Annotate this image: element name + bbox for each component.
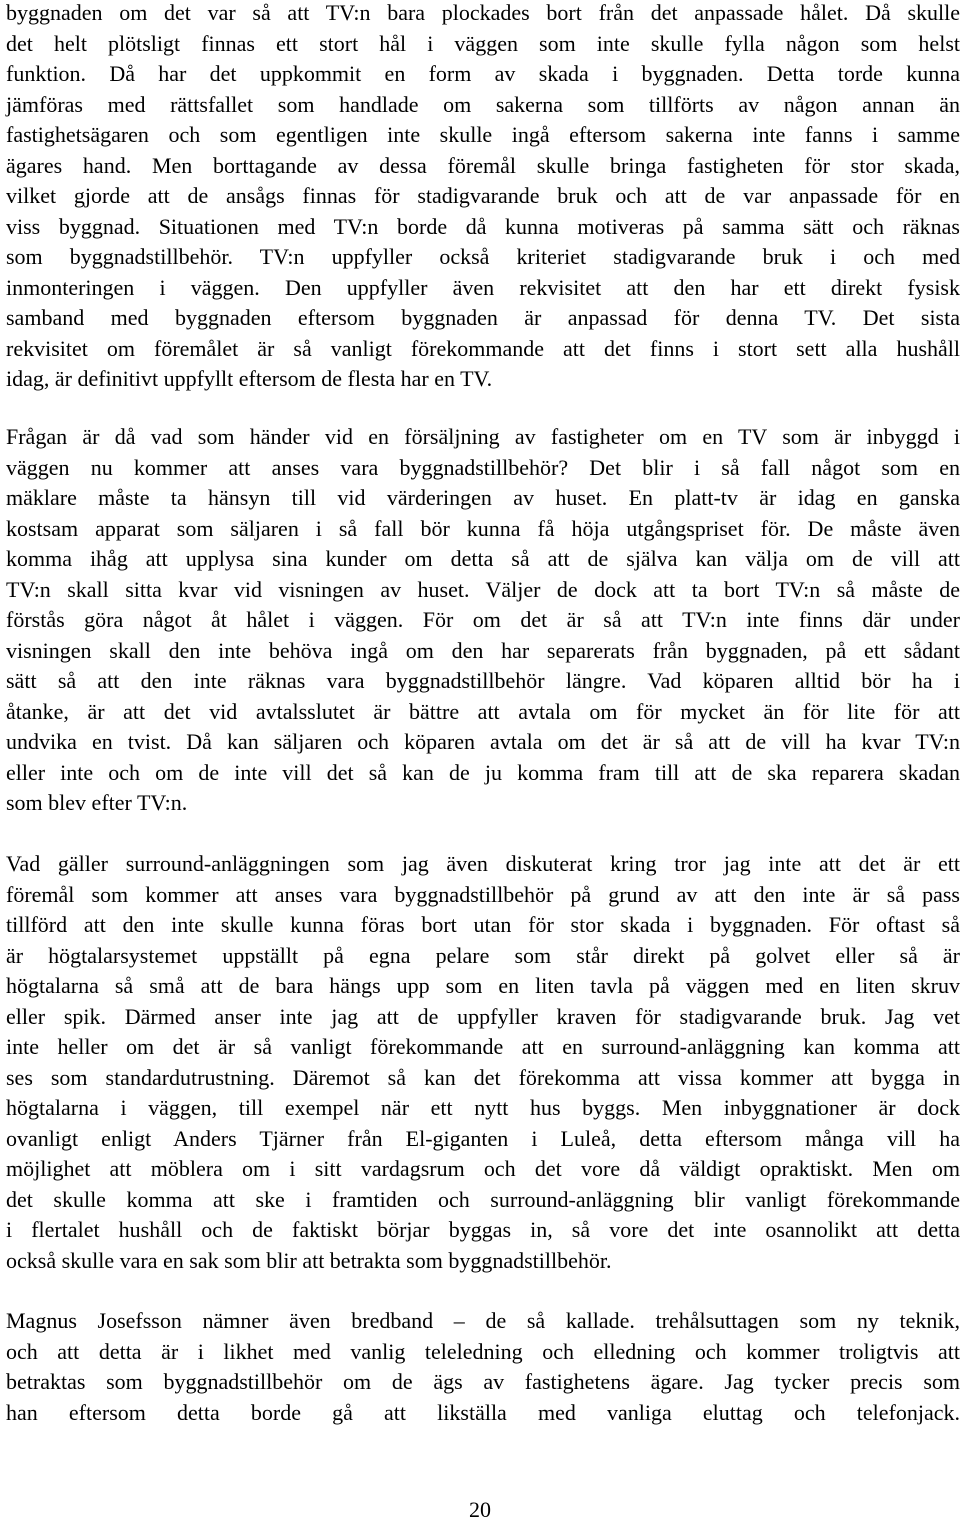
text-line: visningen skall den inte behöva ingå om den har separerats från byggnaden, på ett sådant (6, 637, 960, 663)
text-line: högtalarna i väggen, till exempel när ett nytt hus byggs. Men inbyggnationer är dock (6, 1095, 960, 1120)
paragraph-3 (6, 849, 960, 1276)
text-line: också skulle vara en sak som blir att betrakta som byggnadstillbehör. (6, 1247, 612, 1273)
text-line: viss byggnad. Situationen med TV:n borde då kunna motiveras på samma sätt och räknas (6, 213, 960, 239)
text-line: vilket gjorde att de ansågs finnas för stadigvarande bruk och att de var anpassade för en (6, 183, 960, 208)
text-line: Vad gäller surround-anläggningen som jag även diskuterat kring tror jag inte att det är ett (6, 851, 960, 876)
text-line: samband med byggnaden eftersom byggnaden är anpassad för denna TV. Det sista (6, 305, 960, 330)
text-line: han eftersom detta borde gå att likställa med vanliga eluttag och telefonjack. (6, 1399, 960, 1425)
text-line: ses som standardutrustning. Däremot så kan det förekomma att vissa kommer att bygga in (6, 1064, 960, 1090)
text-line: möjlighet att möblera om i sitt vardagsrum och det vore då väldigt opraktiskt. Men om (6, 1156, 960, 1181)
text-line: byggnaden om det var så att TV:n bara plockades bort från det anpassade hålet. Då skulle (6, 0, 960, 25)
text-line: funktion. Då har det uppkommit en form av skada i byggnaden. Detta torde kunna (6, 61, 960, 86)
text-line: och att detta är i likhet med vanlig teleledning och elledning och kommer troligtvis att (6, 1338, 960, 1364)
text-line: ovanligt enligt Anders Tjärner från El-giganten i Luleå, detta eftersom många vill ha (6, 1125, 960, 1151)
text-line: sätt så att den inte räknas vara byggnadstillbehör längre. Vad köparen alltid bör ha i (6, 668, 960, 693)
text-line: eller inte och om de inte vill det så kan de ju komma fram till att de ska reparera skadan (6, 759, 960, 785)
text-line: jämföras med rättsfallet som handlade om sakerna som tillförts av någon annan än (6, 91, 960, 117)
text-line: betraktas som byggnadstillbehör om de ägs av fastighetens ägare. Jag tycker precis som (6, 1369, 960, 1394)
text-line: föremål som kommer att anses vara byggnadstillbehör på grund av att den inte är så pass (6, 881, 960, 907)
text-line: som byggnadstillbehör. TV:n uppfyller också kriteriet stadigvarande bruk i och med (6, 244, 960, 269)
text-line: mäklare måste ta hänsyn till vid värderingen av huset. En platt-tv är idag en ganska (6, 485, 960, 510)
page-number: 20 (469, 1497, 491, 1522)
text-line: ägares hand. Men borttagande av dessa föremål skulle bringa fastigheten för stor skada, (6, 152, 960, 178)
text-line: är högtalarsystemet uppställt på egna pelare som står direkt på golvet eller så är (6, 942, 960, 968)
text-line: komma ihåg att upplysa sina kunder om detta så att de själva kan välja om de vill att (6, 546, 960, 571)
text-line: det skulle komma att ske i framtiden och surround-anläggning blir vanligt förekommande (6, 1186, 960, 1212)
text-line: TV:n skall sitta kvar vid visningen av huset. Väljer de dock att ta bort TV:n så måste de (6, 576, 960, 602)
text-line: Magnus Josefsson nämner även bredband – de så kallade. trehålsuttagen som ny teknik, (6, 1308, 960, 1333)
text-line: inmonteringen i väggen. Den uppfyller även rekvisitet att den har ett direkt fysisk (6, 274, 960, 300)
text-line: eller spik. Därmed anser inte jag att de uppfyller kraven för stadigvarande bruk. Jag vet (6, 1003, 960, 1029)
text-line: Frågan är då vad som händer vid en försäljning av fastigheter om en TV som är inbyggd i (6, 424, 960, 449)
text-line: högtalarna så små att de bara hängs upp som en liten tavla på väggen med en liten skruv (6, 973, 960, 998)
text-line: det helt plötsligt finnas ett stort hål i väggen som inte skulle fylla någon som helst (6, 30, 960, 56)
text-line: förstås göra något åt hålet i väggen. För om det är så att TV:n inte finns där under (6, 607, 960, 632)
text-line: tillförd att den inte skulle kunna föras bort utan för stor skada i byggnaden. För oftast så (6, 912, 960, 937)
text-line: idag, är definitivt uppfyllt eftersom de flesta har en TV. (6, 366, 493, 391)
paragraph-2 (6, 422, 960, 819)
paragraph-1 (6, 0, 960, 395)
text-line: undvika en tvist. Då kan säljaren och köparen avtala om det är så att de vill ha kvar TV:n (6, 729, 960, 754)
text-line: väggen nu kommer att anses vara byggnadstillbehör? Det blir i så fall något som en (6, 454, 960, 480)
paragraph-4 (6, 1306, 960, 1428)
text-line: fastighetsägaren och som egentligen inte skulle ingå eftersom sakerna inte fanns i samme (6, 122, 960, 147)
text-line: rekvisitet om föremålet är så vanligt förekommande att det finns i stort sett alla hushåll (6, 335, 960, 361)
text-line: kostsam apparat som säljaren i så fall bör kunna få höja utgångspriset för. De måste även (6, 515, 960, 541)
text-line: åtanke, är att det vid avtalsslutet är bättre att avtala om för mycket än för lite för att (6, 698, 960, 724)
text-line: i flertalet hushåll och de faktiskt börjar byggas in, så vore det inte osannolikt att detta (6, 1217, 960, 1242)
text-line: inte heller om det är så vanligt förekommande att en surround-anläggning kan komma att (6, 1034, 960, 1059)
text-line: som blev efter TV:n. (6, 790, 188, 815)
